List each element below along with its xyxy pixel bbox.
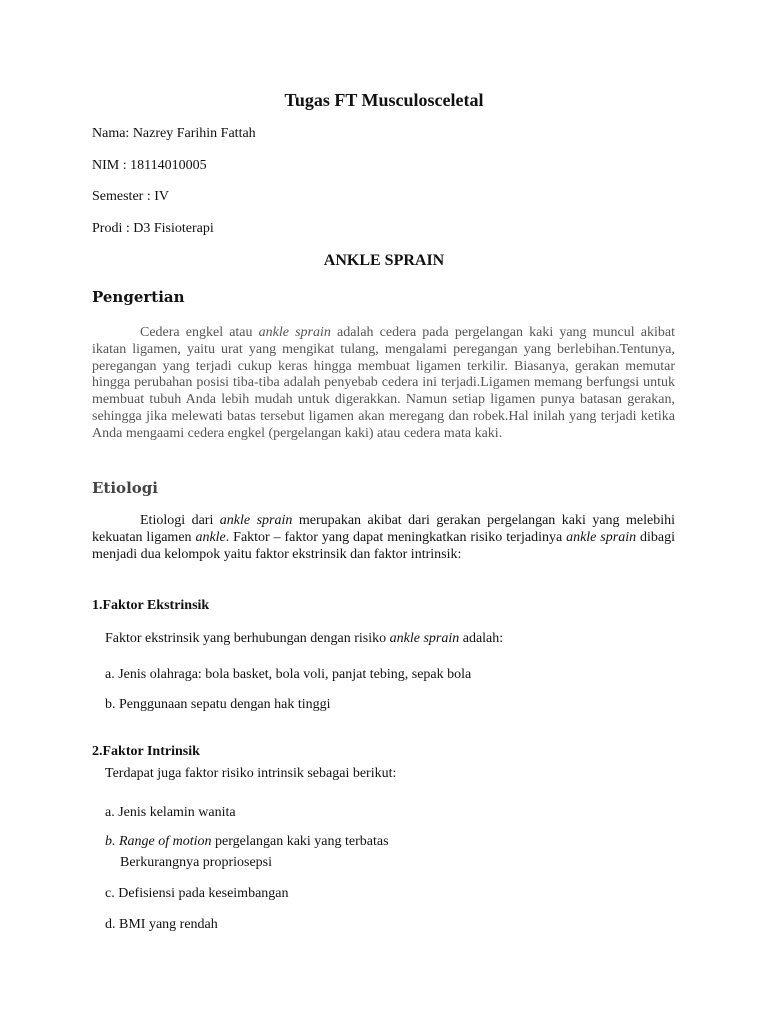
section-title: ANKLE SPRAIN <box>323 252 445 269</box>
text: adalah cedera pada pergelangan kaki yang muncul akibat ikatan ligamen, yaitu urat yang mengikat tulang, mengalami peregangan yang berlebihan.Tentunya, peregangan yang terjadi cukup keras hingga membuat ligamen terkilir. Biasanya, gerakan memutar hingga perubahan posisi tiba-tiba adalah penyebab cedera ini terjadi.Ligamen memang berfungsi untuk membuat tubuh Anda lebih mudah untuk digerakkan. Namun setiap ligamen punya batasan gerakan, sehingga jika melewati batas tersebut ligamen akan meregang dan robek.Hal inilah yang terjadi ketika Anda mengaami cedera engkel (pergelangan kaki) atau cedera mata kaki. <box>92 325 675 441</box>
student-prodi: Prodi : D3 Fisioterapi <box>92 221 214 236</box>
text: merupakan akibat dari gerakan pergelangan kaki yang melebihi kekuatan ligamen <box>92 513 675 545</box>
list-item: d. BMI yang rendah <box>105 917 218 932</box>
heading-ekstrinsik: 1.Faktor Ekstrinsik <box>92 598 210 613</box>
heading-intrinsik: 2.Faktor Intrinsik <box>92 744 200 759</box>
italic-term: ankle sprain <box>219 513 293 528</box>
text: dibagi menjadi dua kelompok yaitu faktor ekstrinsik dan faktor intrinsik: <box>92 529 675 562</box>
student-semester: Semester : IV <box>92 189 169 204</box>
text: Faktor ekstrinsik yang berhubungan dengan risiko <box>105 631 390 646</box>
paragraph-etiologi <box>92 513 675 563</box>
ekstrinsik-intro <box>105 631 503 647</box>
text: Etiologi dari <box>140 513 220 528</box>
heading-etiologi: Etiologi <box>92 479 158 497</box>
paragraph-pengertian <box>92 325 675 443</box>
text: pergelangan kaki yang terbatas <box>211 834 389 849</box>
student-nim: NIM : 18114010005 <box>92 158 207 173</box>
document-title: Tugas FT Musculosceletal <box>284 90 484 110</box>
list-item: a. Jenis kelamin wanita <box>105 805 236 820</box>
italic-term: ankle <box>195 529 226 545</box>
text: adalah: <box>459 631 504 646</box>
student-name: Nama: Nazrey Farihin Fattah <box>92 126 256 141</box>
italic-term: b. Range of motion <box>105 834 212 849</box>
list-item: a. Jenis olahraga: bola basket, bola voli, panjat tebing, sepak bola <box>105 667 472 682</box>
italic-term: ankle sprain <box>258 325 331 340</box>
intrinsik-intro: Terdapat juga faktor risiko intrinsik sebagai berikut: <box>105 766 397 781</box>
text: . Faktor – faktor yang dapat meningkatkan risiko terjadinya <box>225 529 567 545</box>
list-item <box>105 834 389 850</box>
italic-term: ankle sprain <box>389 631 460 646</box>
list-item: c. Defisiensi pada keseimbangan <box>105 886 289 901</box>
text: Cedera engkel atau <box>140 325 259 340</box>
italic-term: ankle sprain <box>566 529 637 545</box>
list-item: Berkurangnya propriosepsi <box>120 855 273 870</box>
heading-pengertian: Pengertian <box>92 288 185 306</box>
list-item: b. Penggunaan sepatu dengan hak tinggi <box>105 697 331 712</box>
